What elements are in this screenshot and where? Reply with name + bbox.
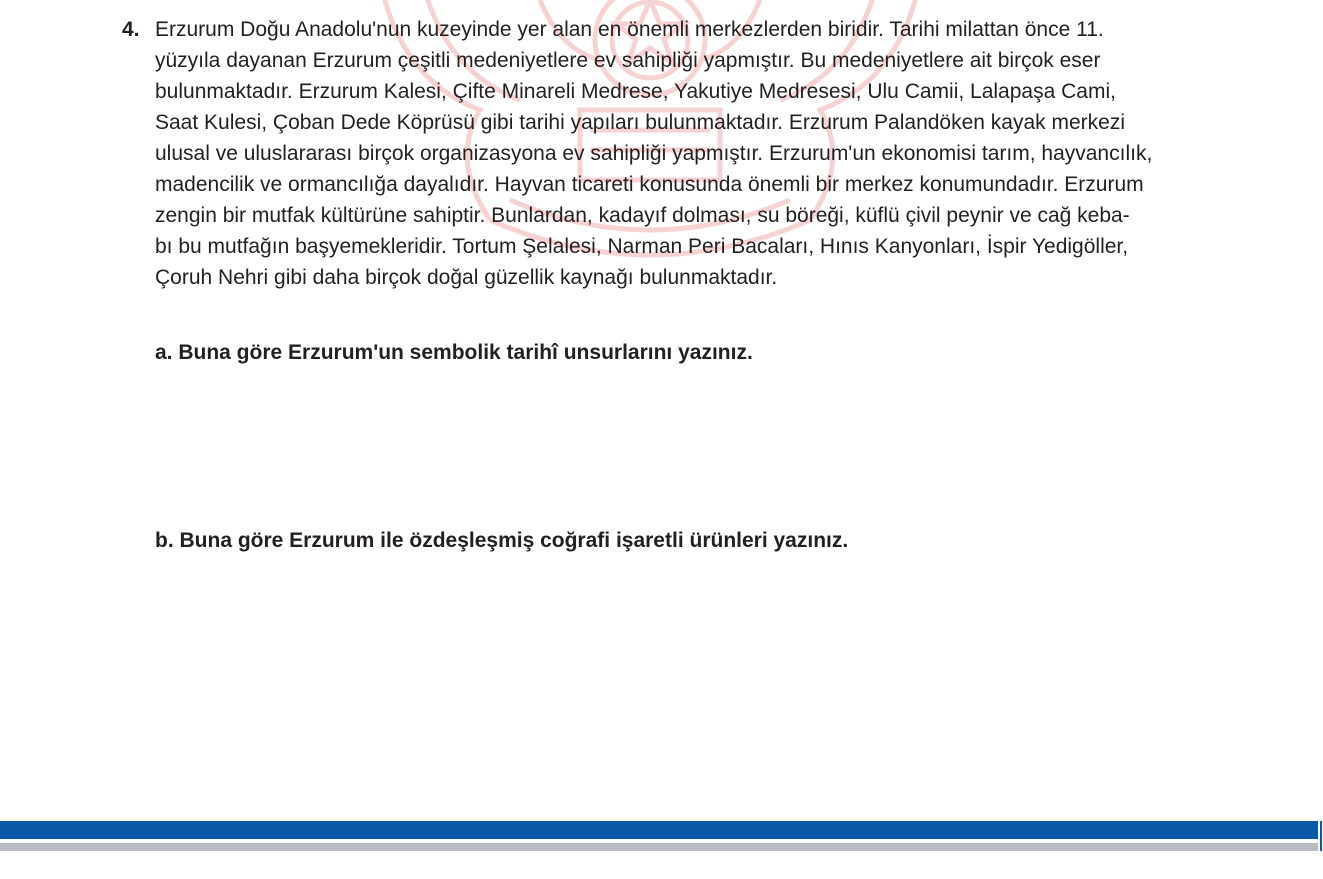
question-line: Çoruh Nehri gibi daha birçok doğal güzellik kaynağı bulunmaktadır. (155, 266, 778, 289)
question-line: zengin bir mutfak kültürüne sahiptir. Bunlardan, kadayıf dolması, su böreği, küflü çivil peynir ve cağ keba- (155, 204, 1130, 227)
question-text (155, 14, 1225, 293)
question-line: yüzyıla dayanan Erzurum çeşitli medeniyetlere ev sahipliği yapmıştır. Bu medeniyetlere ait birçok eser (155, 49, 1101, 72)
footer-edge-mark (1320, 821, 1322, 851)
question-line: bulunmaktadır. Erzurum Kalesi, Çifte Minareli Medrese, Yakutiye Medresesi, Ulu Camii, Lalapaşa Cami, (155, 80, 1116, 103)
answer-area-a[interactable] (155, 372, 1205, 512)
question-line: Erzurum Doğu Anadolu'nun kuzeyinde yer alan en önemli merkezlerden biridir. Tarihi milattan önce 11. (155, 18, 1104, 41)
footer-blue-bar (0, 821, 1318, 839)
question-line: bı bu mutfağın başyemekleridir. Tortum Şelalesi, Narman Peri Bacaları, Hınıs Kanyonları, İspir Yedigöller, (155, 235, 1129, 258)
sub-question-a: a. Buna göre Erzurum'un sembolik tarihî unsurlarını yazınız. (155, 341, 753, 364)
question-line: Saat Kulesi, Çoban Dede Köprüsü gibi tarihi yapıları bulunmaktadır. Erzurum Palandöken kayak merkezi (155, 111, 1126, 134)
sub-question-b: b. Buna göre Erzurum ile özdeşleşmiş coğrafi işaretli ürünleri yazınız. (155, 529, 849, 552)
footer-gray-bar (0, 843, 1318, 851)
answer-area-b[interactable] (155, 560, 1205, 700)
question-line: ulusal ve uluslararası birçok organizasyona ev sahipliği yapmıştır. Erzurum'un ekonomisi tarım, hayvancılık, (155, 142, 1153, 165)
question-line: madencilik ve ormancılığa dayalıdır. Hayvan ticareti konusunda önemli bir merkez konumundadır. Erzurum (155, 173, 1144, 196)
question-number: 4. (122, 18, 140, 41)
